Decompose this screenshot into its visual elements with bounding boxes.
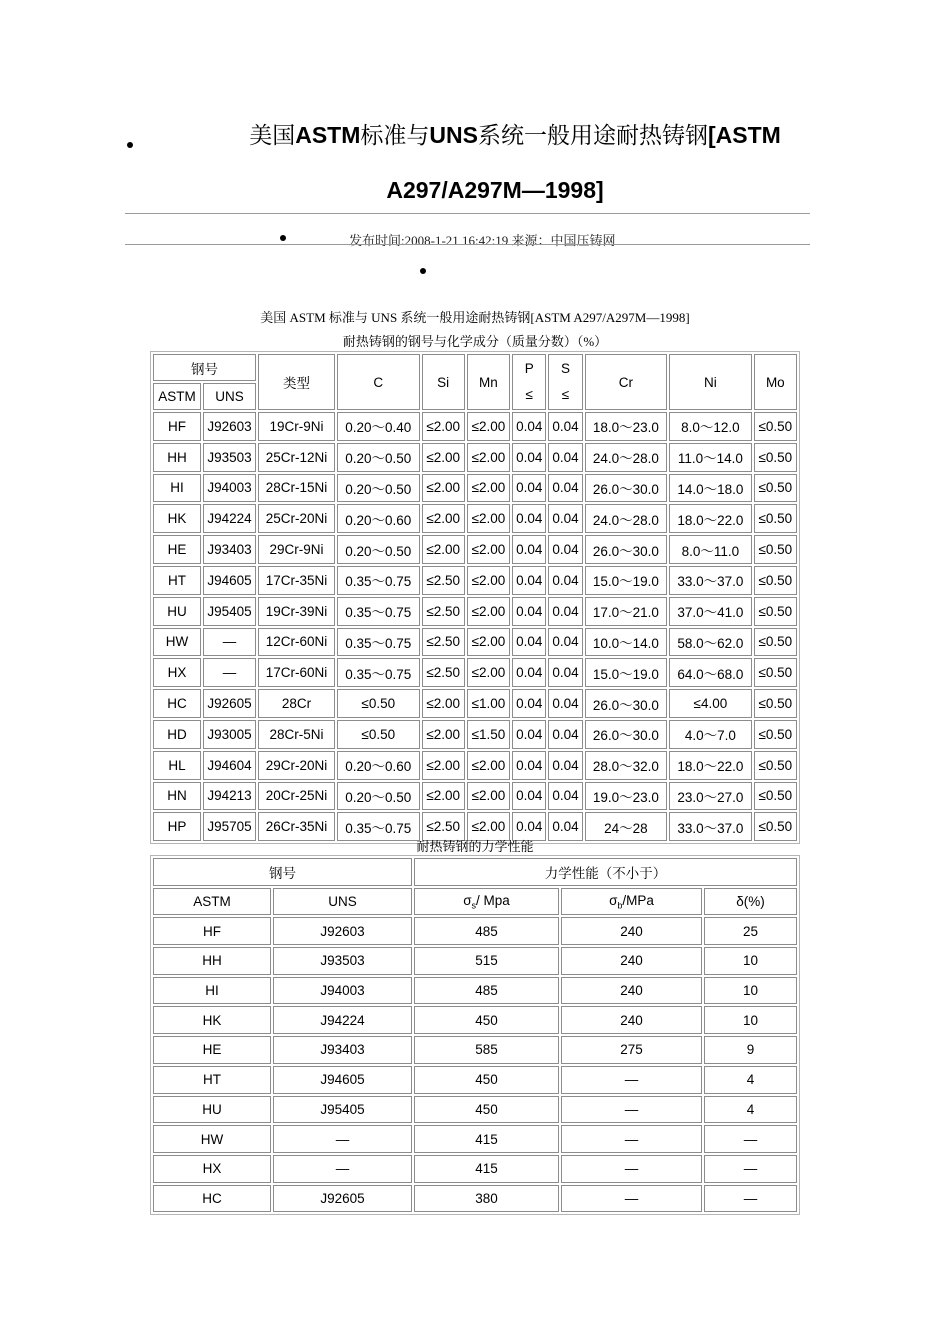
title-part: [ASTM [707, 122, 781, 148]
cell-astm: HL [153, 751, 201, 780]
table-row [153, 597, 797, 626]
cell-tensile: — [561, 1096, 702, 1124]
cell-type: 12Cr-60Ni [258, 628, 335, 657]
cell-mn: ≤2.00 [467, 474, 510, 503]
cell-astm: HH [153, 443, 201, 472]
cell-s: 0.04 [548, 474, 582, 503]
cell-type: 25Cr-12Ni [258, 443, 335, 472]
cell-si: ≤2.50 [422, 628, 465, 657]
cell-ni: 33.0～37.0 [669, 566, 752, 595]
header-uns: UNS [273, 888, 412, 916]
cell-type: 25Cr-20Ni [258, 504, 335, 533]
cell-astm: HT [153, 566, 201, 595]
bullet-meta [280, 235, 286, 241]
cell-mo: ≤0.50 [754, 812, 797, 841]
cell-type: 17Cr-35Ni [258, 566, 335, 595]
cell-tensile: — [561, 1185, 702, 1213]
cell-ni: 18.0～22.0 [669, 751, 752, 780]
cell-elongation: — [704, 1125, 797, 1153]
cell-uns: J95405 [203, 597, 256, 626]
cell-p: 0.04 [512, 474, 546, 503]
cell-yield: 450 [414, 1006, 559, 1034]
cell-s: 0.04 [548, 443, 582, 472]
cell-mo: ≤0.50 [754, 751, 797, 780]
cell-uns: J93403 [273, 1036, 412, 1064]
table-row [153, 720, 797, 749]
bullet-empty [420, 268, 426, 274]
title-part: UNS [429, 122, 478, 148]
cell-uns: J93403 [203, 535, 256, 564]
table-row [153, 566, 797, 595]
header-ni: Ni [669, 354, 752, 410]
header-p-le: ≤ [525, 387, 533, 402]
cell-p: 0.04 [512, 782, 546, 811]
cell-tensile: 275 [561, 1036, 702, 1064]
cell-ni: 4.0～7.0 [669, 720, 752, 749]
cell-mo: ≤0.50 [754, 628, 797, 657]
cell-type: 20Cr-25Ni [258, 782, 335, 811]
cell-mo: ≤0.50 [754, 566, 797, 595]
table-row [153, 1006, 797, 1034]
yield-symbol: σ [463, 892, 472, 908]
cell-s: 0.04 [548, 720, 582, 749]
table-row [153, 504, 797, 533]
cell-astm: HW [153, 1125, 271, 1153]
cell-elongation: — [704, 1185, 797, 1213]
cell-mn: ≤2.00 [467, 751, 510, 780]
header-p-label: P [524, 361, 534, 376]
cell-mn: ≤2.00 [467, 782, 510, 811]
cell-type: 17Cr-60Ni [258, 658, 335, 687]
cell-yield: 585 [414, 1036, 559, 1064]
cell-astm: HI [153, 977, 271, 1005]
cell-cr: 26.0～30.0 [585, 474, 668, 503]
cell-si: ≤2.00 [422, 474, 465, 503]
cell-astm: HW [153, 628, 201, 657]
cell-p: 0.04 [512, 658, 546, 687]
header-cr: Cr [585, 354, 668, 410]
cell-uns: J95405 [273, 1096, 412, 1124]
cell-si: ≤2.00 [422, 504, 465, 533]
cell-uns: J94213 [203, 782, 256, 811]
table-header-row [153, 888, 797, 916]
yield-subscript: s [471, 900, 477, 911]
header-grade: 钢号 [153, 354, 256, 381]
cell-elongation: — [704, 1155, 797, 1183]
cell-mn: ≤2.00 [467, 628, 510, 657]
cell-si: ≤2.00 [422, 720, 465, 749]
cell-p: 0.04 [512, 628, 546, 657]
cell-si: ≤2.50 [422, 812, 465, 841]
cell-ni: ≤4.00 [669, 689, 752, 718]
cell-astm: HE [153, 535, 201, 564]
cell-uns: J94003 [273, 977, 412, 1005]
cell-astm: HU [153, 1096, 271, 1124]
cell-astm: HF [153, 412, 201, 441]
cell-c: 0.20～0.60 [337, 504, 420, 533]
cell-mn: ≤2.00 [467, 566, 510, 595]
cell-si: ≤2.00 [422, 535, 465, 564]
cell-astm: HI [153, 474, 201, 503]
table-row [153, 658, 797, 687]
cell-s: 0.04 [548, 689, 582, 718]
cell-astm: HU [153, 597, 201, 626]
cell-astm: HD [153, 720, 201, 749]
header-type: 类型 [258, 354, 335, 410]
cell-c: 0.35～0.75 [337, 628, 420, 657]
cell-uns: — [273, 1125, 412, 1153]
cell-si: ≤2.00 [422, 412, 465, 441]
cell-type: 28Cr-5Ni [258, 720, 335, 749]
cell-tensile: — [561, 1066, 702, 1094]
table-row [153, 1066, 797, 1094]
cell-uns: J92603 [273, 917, 412, 945]
cell-astm: HN [153, 782, 201, 811]
header-s-le: ≤ [561, 387, 570, 402]
cell-p: 0.04 [512, 751, 546, 780]
cell-uns: J93503 [273, 947, 412, 975]
table2-caption: 耐热铸钢的力学性能 [416, 839, 534, 854]
divider-bottom [125, 244, 810, 245]
cell-type: 29Cr-9Ni [258, 535, 335, 564]
cell-s: 0.04 [548, 628, 582, 657]
header-tensile [561, 888, 702, 916]
table-row [153, 1185, 797, 1213]
table-row [153, 689, 797, 718]
cell-type: 19Cr-9Ni [258, 412, 335, 441]
cell-mo: ≤0.50 [754, 597, 797, 626]
cell-p: 0.04 [512, 566, 546, 595]
cell-yield: 415 [414, 1155, 559, 1183]
title-part: 系统一般用途耐热铸钢 [477, 123, 708, 148]
cell-mo: ≤0.50 [754, 689, 797, 718]
cell-c: 0.20～0.50 [337, 474, 420, 503]
cell-c: 0.20～0.60 [337, 751, 420, 780]
cell-cr: 26.0～30.0 [585, 689, 668, 718]
cell-uns: — [203, 658, 256, 687]
cell-type: 28Cr-15Ni [258, 474, 335, 503]
cell-p: 0.04 [512, 597, 546, 626]
header-elongation: δ(%) [704, 888, 797, 916]
cell-uns: J93005 [203, 720, 256, 749]
cell-mn: ≤2.00 [467, 658, 510, 687]
cell-cr: 24～28 [585, 812, 668, 841]
cell-c: 0.35～0.75 [337, 812, 420, 841]
cell-cr: 26.0～30.0 [585, 535, 668, 564]
cell-astm: HC [153, 689, 201, 718]
cell-s: 0.04 [548, 812, 582, 841]
header-mech: 力学性能（不小于） [414, 858, 797, 886]
tensile-unit: /MPa [622, 892, 654, 908]
cell-yield: 485 [414, 917, 559, 945]
table-row [153, 535, 797, 564]
table-row [153, 443, 797, 472]
title-part: 标准与 [360, 123, 430, 148]
cell-p: 0.04 [512, 720, 546, 749]
cell-c: ≤0.50 [337, 689, 420, 718]
cell-ni: 11.0～14.0 [669, 443, 752, 472]
tensile-subscript: b [617, 900, 623, 911]
cell-type: 29Cr-20Ni [258, 751, 335, 780]
cell-p: 0.04 [512, 689, 546, 718]
divider-top [125, 213, 810, 214]
table-header-row [153, 354, 797, 381]
cell-astm: HK [153, 504, 201, 533]
mechanical-table [150, 855, 800, 1215]
table-row [153, 412, 797, 441]
cell-uns: — [203, 628, 256, 657]
cell-mo: ≤0.50 [754, 443, 797, 472]
cell-ni: 58.0～62.0 [669, 628, 752, 657]
cell-uns: — [273, 1155, 412, 1183]
cell-s: 0.04 [548, 658, 582, 687]
table-row [153, 474, 797, 503]
table-row [153, 782, 797, 811]
cell-c: 0.35～0.75 [337, 658, 420, 687]
cell-ni: 14.0～18.0 [669, 474, 752, 503]
cell-mo: ≤0.50 [754, 658, 797, 687]
cell-s: 0.04 [548, 597, 582, 626]
cell-c: 0.20～0.50 [337, 535, 420, 564]
cell-type: 19Cr-39Ni [258, 597, 335, 626]
cell-astm: HX [153, 1155, 271, 1183]
header-si: Si [422, 354, 465, 410]
cell-type: 28Cr [258, 689, 335, 718]
cell-elongation: 10 [704, 1006, 797, 1034]
cell-astm: HC [153, 1185, 271, 1213]
cell-s: 0.04 [548, 751, 582, 780]
cell-mn: ≤2.00 [467, 412, 510, 441]
cell-mn: ≤2.00 [467, 535, 510, 564]
cell-c: ≤0.50 [337, 720, 420, 749]
cell-cr: 18.0～23.0 [585, 412, 668, 441]
cell-mo: ≤0.50 [754, 782, 797, 811]
header-c: C [337, 354, 420, 410]
table-row [153, 1155, 797, 1183]
cell-ni: 8.0～11.0 [669, 535, 752, 564]
cell-uns: J92605 [273, 1185, 412, 1213]
cell-elongation: 4 [704, 1066, 797, 1094]
cell-mn: ≤2.00 [467, 812, 510, 841]
table-row [153, 947, 797, 975]
header-s-label: S [560, 361, 570, 376]
cell-mn: ≤2.00 [467, 504, 510, 533]
cell-mn: ≤2.00 [467, 597, 510, 626]
yield-unit: / Mpa [476, 892, 510, 908]
header-grade: 钢号 [153, 858, 412, 886]
cell-p: 0.04 [512, 443, 546, 472]
cell-uns: J95705 [203, 812, 256, 841]
cell-uns: J94224 [273, 1006, 412, 1034]
cell-ni: 37.0～41.0 [669, 597, 752, 626]
tensile-symbol: σ [609, 892, 618, 908]
header-astm: ASTM [153, 383, 201, 410]
cell-elongation: 10 [704, 977, 797, 1005]
cell-uns: J94003 [203, 474, 256, 503]
table-row [153, 1036, 797, 1064]
cell-yield: 415 [414, 1125, 559, 1153]
cell-astm: HE [153, 1036, 271, 1064]
cell-s: 0.04 [548, 782, 582, 811]
cell-cr: 15.0～19.0 [585, 658, 668, 687]
cell-elongation: 9 [704, 1036, 797, 1064]
cell-s: 0.04 [548, 566, 582, 595]
publish-meta: 发布时间:2008-1-21 16:42:19 来源：中国压铸网 [349, 233, 616, 248]
cell-cr: 10.0～14.0 [585, 628, 668, 657]
cell-uns: J93503 [203, 443, 256, 472]
table-row [153, 751, 797, 780]
cell-c: 0.35～0.75 [337, 597, 420, 626]
cell-uns: J92603 [203, 412, 256, 441]
cell-c: 0.35～0.75 [337, 566, 420, 595]
cell-tensile: — [561, 1125, 702, 1153]
cell-cr: 19.0～23.0 [585, 782, 668, 811]
cell-s: 0.04 [548, 504, 582, 533]
table-row [153, 628, 797, 657]
header-mn: Mn [467, 354, 510, 410]
cell-elongation: 25 [704, 917, 797, 945]
cell-si: ≤2.00 [422, 751, 465, 780]
cell-si: ≤2.50 [422, 566, 465, 595]
header-s [548, 354, 582, 410]
cell-tensile: — [561, 1155, 702, 1183]
cell-c: 0.20～0.50 [337, 782, 420, 811]
cell-uns: J92605 [203, 689, 256, 718]
cell-ni: 33.0～37.0 [669, 812, 752, 841]
cell-tensile: 240 [561, 1006, 702, 1034]
cell-mo: ≤0.50 [754, 504, 797, 533]
cell-yield: 380 [414, 1185, 559, 1213]
cell-astm: HH [153, 947, 271, 975]
cell-type: 26Cr-35Ni [258, 812, 335, 841]
cell-si: ≤2.00 [422, 443, 465, 472]
header-mo: Mo [754, 354, 797, 410]
cell-p: 0.04 [512, 812, 546, 841]
cell-elongation: 10 [704, 947, 797, 975]
cell-s: 0.04 [548, 412, 582, 441]
cell-s: 0.04 [548, 535, 582, 564]
cell-mn: ≤2.00 [467, 443, 510, 472]
cell-cr: 15.0～19.0 [585, 566, 668, 595]
cell-elongation: 4 [704, 1096, 797, 1124]
cell-ni: 18.0～22.0 [669, 504, 752, 533]
cell-yield: 450 [414, 1066, 559, 1094]
cell-c: 0.20～0.40 [337, 412, 420, 441]
cell-mo: ≤0.50 [754, 720, 797, 749]
cell-ni: 23.0～27.0 [669, 782, 752, 811]
cell-tensile: 240 [561, 917, 702, 945]
cell-mn: ≤1.50 [467, 720, 510, 749]
cell-astm: HT [153, 1066, 271, 1094]
cell-yield: 485 [414, 977, 559, 1005]
cell-cr: 17.0～21.0 [585, 597, 668, 626]
title-part: ASTM [295, 122, 361, 148]
header-astm: ASTM [153, 888, 271, 916]
cell-yield: 450 [414, 1096, 559, 1124]
cell-ni: 8.0～12.0 [669, 412, 752, 441]
cell-cr: 24.0～28.0 [585, 443, 668, 472]
cell-mo: ≤0.50 [754, 535, 797, 564]
cell-mo: ≤0.50 [754, 412, 797, 441]
table-row [153, 1096, 797, 1124]
title-part: 美国 [249, 123, 296, 148]
cell-p: 0.04 [512, 535, 546, 564]
table-row [153, 977, 797, 1005]
table-row [153, 1125, 797, 1153]
cell-c: 0.20～0.50 [337, 443, 420, 472]
header-uns: UNS [203, 383, 256, 410]
cell-uns: J94605 [273, 1066, 412, 1094]
cell-astm: HP [153, 812, 201, 841]
cell-tensile: 240 [561, 947, 702, 975]
cell-cr: 24.0～28.0 [585, 504, 668, 533]
cell-ni: 64.0～68.0 [669, 658, 752, 687]
cell-p: 0.04 [512, 412, 546, 441]
cell-cr: 26.0～30.0 [585, 720, 668, 749]
header-p [512, 354, 546, 410]
cell-tensile: 240 [561, 977, 702, 1005]
cell-uns: J94605 [203, 566, 256, 595]
composition-table [150, 351, 800, 844]
cell-p: 0.04 [512, 504, 546, 533]
page-title [120, 108, 870, 218]
cell-si: ≤2.00 [422, 782, 465, 811]
cell-astm: HF [153, 917, 271, 945]
table-row [153, 917, 797, 945]
cell-uns: J94224 [203, 504, 256, 533]
cell-si: ≤2.50 [422, 597, 465, 626]
article-subtitle: 美国 ASTM 标准与 UNS 系统一般用途耐热铸钢[ASTM A297/A297M—1998] [260, 310, 690, 325]
cell-si: ≤2.50 [422, 658, 465, 687]
cell-mo: ≤0.50 [754, 474, 797, 503]
cell-mn: ≤1.00 [467, 689, 510, 718]
cell-astm: HX [153, 658, 201, 687]
cell-astm: HK [153, 1006, 271, 1034]
cell-yield: 515 [414, 947, 559, 975]
table1-caption: 耐热铸钢的钢号与化学成分（质量分数）（%） [342, 334, 608, 349]
cell-cr: 28.0～32.0 [585, 751, 668, 780]
title-line2: A297/A297M—1998] [386, 177, 604, 203]
table-header-row [153, 858, 797, 886]
cell-si: ≤2.00 [422, 689, 465, 718]
header-yield [414, 888, 559, 916]
cell-uns: J94604 [203, 751, 256, 780]
